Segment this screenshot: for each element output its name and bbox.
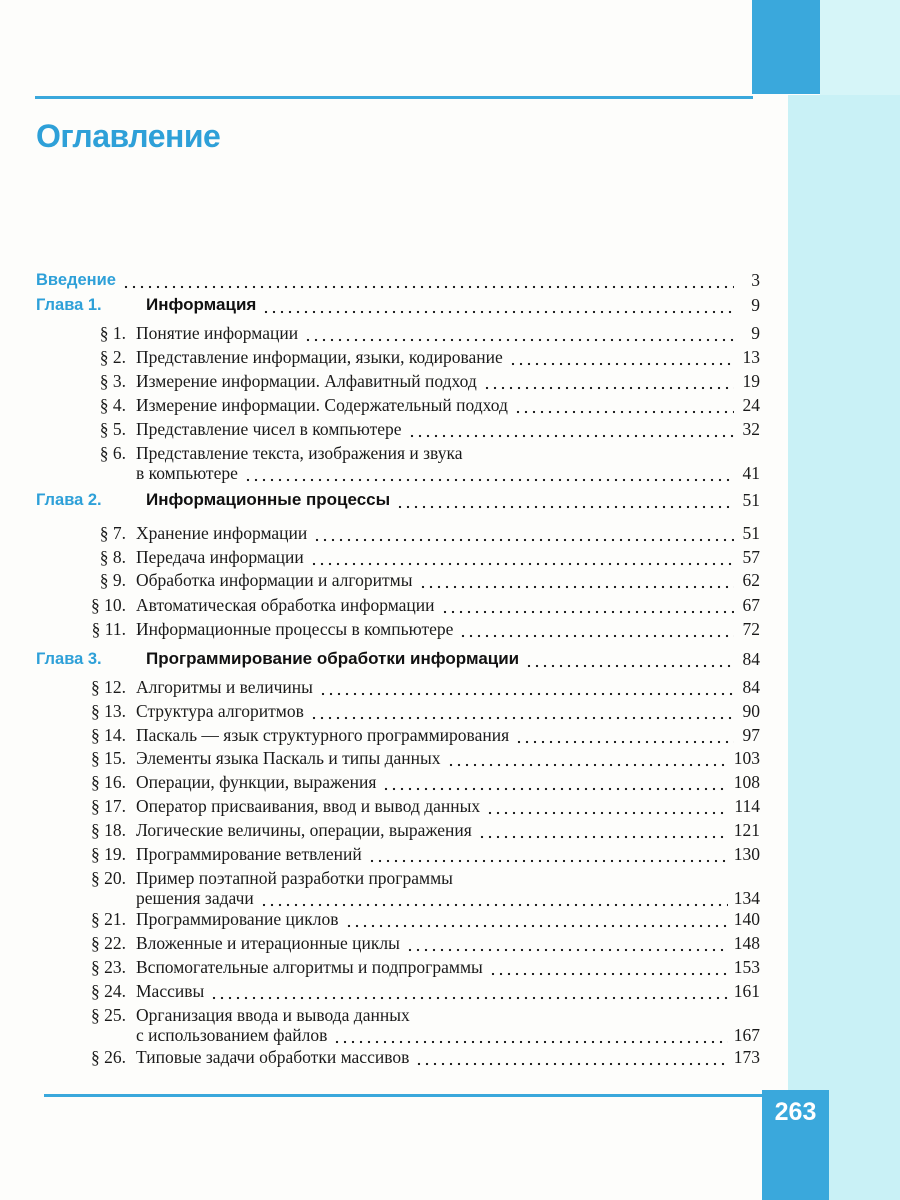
page-ref: 51 — [742, 523, 760, 543]
section-number: § 17. — [91, 796, 126, 816]
section-title-cont: с использованием файлов — [136, 1025, 328, 1045]
section-title-cont: в компьютере — [136, 463, 238, 483]
section-number: § 26. — [91, 1047, 126, 1067]
page-ref: 148 — [733, 933, 760, 953]
toc-section[interactable] — [36, 1047, 760, 1067]
toc-section[interactable] — [36, 748, 760, 768]
section-title: Оператор присваивания, ввод и вывод данных — [136, 796, 481, 816]
dot-leader — [408, 419, 734, 439]
section-number: § 6. — [99, 443, 126, 463]
dot-leader — [459, 619, 734, 639]
dot-leader — [368, 844, 728, 864]
page-ref: 32 — [742, 419, 760, 439]
page-title: Оглавление — [36, 118, 221, 154]
dot-leader — [122, 270, 734, 290]
toc-section[interactable] — [36, 595, 760, 615]
section-title: Вспомогательные алгоритмы и подпрограммы — [136, 957, 483, 977]
page-ref: 161 — [733, 981, 760, 1001]
page-ref: 114 — [734, 796, 760, 816]
toc-section[interactable] — [36, 419, 760, 439]
page-ref: 134 — [733, 888, 760, 908]
dot-leader — [514, 395, 734, 415]
section-title: Типовые задачи обработки массивов — [136, 1047, 410, 1067]
toc-section[interactable] — [36, 570, 760, 590]
section-title: Представление чисел в компьютере — [136, 419, 402, 439]
dot-leader — [525, 649, 734, 669]
toc-section[interactable] — [36, 1005, 760, 1045]
dot-leader — [319, 677, 734, 697]
section-number: § 25. — [91, 1005, 126, 1025]
dot-leader — [478, 820, 728, 840]
section-title: Программирование циклов — [136, 909, 339, 929]
chapter-title: Информация — [146, 295, 257, 314]
page-ref: 13 — [742, 347, 760, 367]
dot-leader — [382, 772, 727, 792]
page-ref: 97 — [742, 725, 760, 745]
dot-leader — [310, 547, 734, 567]
section-title: Хранение информации — [136, 523, 308, 543]
toc-chapter[interactable] — [36, 490, 760, 510]
toc-section[interactable] — [36, 677, 760, 697]
dot-leader — [262, 295, 734, 315]
header-tab — [752, 0, 820, 94]
page-ref: 3 — [751, 270, 760, 290]
section-number: § 4. — [99, 395, 126, 415]
section-number: § 15. — [91, 748, 126, 768]
dot-leader — [260, 888, 728, 908]
section-title-cont: решения задачи — [136, 888, 254, 908]
page-ref: 72 — [742, 619, 760, 639]
page-ref: 153 — [733, 957, 760, 977]
page-ref: 167 — [733, 1025, 760, 1045]
toc-section[interactable] — [36, 933, 760, 953]
section-number: § 5. — [99, 419, 126, 439]
section-title: Паскаль — язык структурного программирования — [136, 725, 510, 745]
page-ref: 41 — [742, 463, 760, 483]
dot-leader — [447, 748, 728, 768]
section-title: Программирование ветвлений — [136, 844, 362, 864]
toc-section[interactable] — [36, 981, 760, 1001]
section-number: § 16. — [91, 772, 126, 792]
section-number: § 8. — [99, 547, 126, 567]
dot-leader — [210, 981, 728, 1001]
page-ref: 140 — [733, 909, 760, 929]
toc-section[interactable] — [36, 523, 760, 543]
section-number: § 21. — [91, 909, 126, 929]
section-title: Логические величины, операции, выражения — [136, 820, 472, 840]
chapter-title: Программирование обработки информации — [146, 649, 520, 668]
section-title: Организация ввода и вывода данных — [136, 1005, 410, 1025]
section-title: Вложенные и итерационные циклы — [136, 933, 400, 953]
section-number: § 1. — [99, 323, 126, 343]
section-title: Операции, функции, выражения — [136, 772, 377, 792]
section-number: § 11. — [91, 619, 126, 639]
page-ref: 108 — [733, 772, 760, 792]
dot-leader — [483, 371, 734, 391]
dot-leader — [419, 570, 735, 590]
dot-leader — [486, 796, 728, 816]
dot-leader — [304, 323, 734, 343]
chapter-title: Информационные процессы — [146, 490, 391, 509]
page-ref: 51 — [742, 490, 760, 510]
toc-section[interactable] — [36, 701, 760, 721]
dot-leader — [415, 1047, 727, 1067]
section-title: Обработка информации и алгоритмы — [136, 570, 413, 590]
section-number: § 23. — [91, 957, 126, 977]
page-ref: 84 — [742, 677, 760, 697]
section-number: § 14. — [91, 725, 126, 745]
section-number: § 9. — [99, 570, 126, 590]
page-ref: 9 — [751, 323, 760, 343]
dot-leader — [406, 933, 728, 953]
section-number: § 22. — [91, 933, 126, 953]
chapter-label: Глава 1. — [36, 296, 102, 314]
page-ref: 24 — [742, 395, 760, 415]
page-ref: 67 — [742, 595, 760, 615]
toc-intro[interactable] — [36, 270, 760, 290]
page-ref: 173 — [733, 1047, 760, 1067]
section-number: § 3. — [99, 371, 126, 391]
page-ref: 103 — [733, 748, 760, 768]
toc-section[interactable] — [36, 547, 760, 567]
section-number: § 7. — [99, 523, 126, 543]
section-title: Пример поэтапной разработки программы — [136, 868, 453, 888]
page-number: 263 — [774, 1098, 817, 1126]
section-title: Алгоритмы и величины — [136, 677, 313, 697]
section-number: § 12. — [91, 677, 126, 697]
toc-section[interactable] — [36, 395, 760, 415]
section-title: Структура алгоритмов — [136, 701, 304, 721]
section-number: § 2. — [99, 347, 126, 367]
section-title: Представление информации, языки, кодирование — [136, 347, 503, 367]
page-ref: 84 — [742, 649, 760, 669]
section-title: Представление текста, изображения и звука — [136, 443, 463, 463]
dot-leader — [333, 1025, 727, 1045]
toc-section[interactable] — [36, 868, 760, 908]
section-title: Понятие информации — [136, 323, 299, 343]
toc-section[interactable] — [36, 725, 760, 745]
section-number: § 13. — [91, 701, 126, 721]
dot-leader — [313, 523, 734, 543]
dot-leader — [244, 463, 734, 483]
section-number: § 18. — [91, 820, 126, 840]
page-ref: 90 — [742, 701, 760, 721]
toc-chapter[interactable] — [36, 295, 760, 315]
section-title: Массивы — [136, 981, 205, 1001]
page-ref: 62 — [742, 570, 760, 590]
toc-section[interactable] — [36, 820, 760, 840]
dot-leader — [441, 595, 734, 615]
page-ref: 57 — [742, 547, 760, 567]
toc-chapter[interactable] — [36, 649, 760, 669]
dot-leader — [509, 347, 734, 367]
dot-leader — [489, 957, 728, 977]
dot-leader — [345, 909, 728, 929]
toc-section[interactable] — [36, 957, 760, 977]
intro-label: Введение — [36, 271, 116, 289]
page-ref: 19 — [742, 371, 760, 391]
toc-section[interactable] — [36, 371, 760, 391]
page-ref: 121 — [733, 820, 760, 840]
section-number: § 10. — [91, 595, 126, 615]
dot-leader — [515, 725, 734, 745]
section-title: Измерение информации. Алфавитный подход — [136, 371, 477, 391]
toc-section[interactable] — [36, 909, 760, 929]
toc-section[interactable] — [36, 443, 760, 483]
toc-section[interactable] — [36, 844, 760, 864]
section-number: § 19. — [91, 844, 126, 864]
header-rule — [35, 96, 753, 99]
toc-section[interactable] — [36, 619, 760, 639]
toc-section[interactable] — [36, 796, 760, 816]
section-title: Передача информации — [136, 547, 304, 567]
toc-section[interactable] — [36, 347, 760, 367]
footer-rule — [44, 1094, 764, 1097]
section-title: Измерение информации. Содержательный подход — [136, 395, 508, 415]
section-number: § 24. — [91, 981, 126, 1001]
page-ref: 130 — [733, 844, 760, 864]
section-title: Автоматическая обработка информации — [136, 595, 435, 615]
chapter-label: Глава 2. — [36, 491, 102, 509]
section-title: Информационные процессы в компьютере — [136, 619, 454, 639]
page-ref: 9 — [751, 295, 760, 315]
page-edge — [788, 95, 900, 1200]
section-number: § 20. — [91, 868, 126, 888]
dot-leader — [396, 490, 734, 510]
page-edge-top — [820, 0, 900, 95]
toc-section[interactable] — [36, 772, 760, 792]
section-title: Элементы языка Паскаль и типы данных — [136, 748, 441, 768]
dot-leader — [310, 701, 734, 721]
toc-section[interactable] — [36, 323, 760, 343]
chapter-label: Глава 3. — [36, 650, 102, 668]
